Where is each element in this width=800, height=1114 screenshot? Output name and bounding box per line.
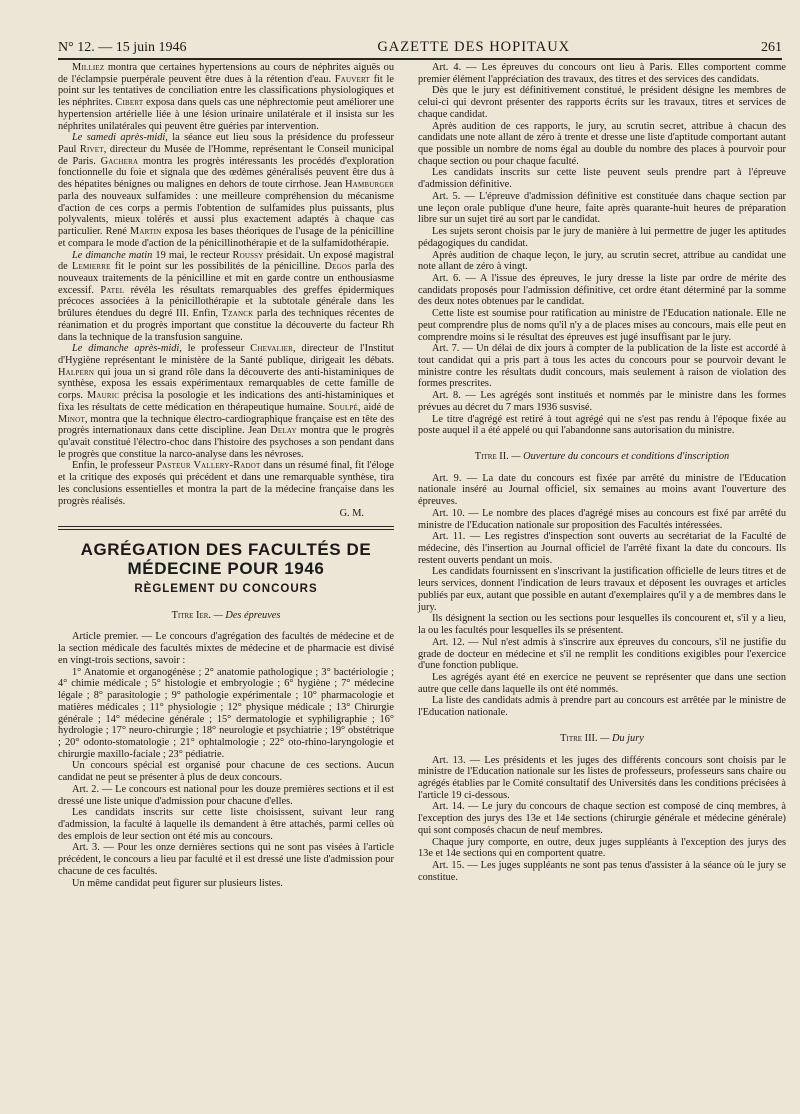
left-column [58,62,394,889]
article-4: Art. 4. — Les épreuves du concours ont lieu à Paris. Elles comportent comme premier élément l'appréciation des travaux, des titres et des services des candidats. [418,62,786,85]
article-9: Art. 9. — La date du concours est fixée par arrêté du ministre de l'Education nationale inséré au Journal officiel, six semaines au moins avant l'ouverture des épreuves. [418,472,786,508]
article-subtitle: RÈGLEMENT DU CONCOURS [134,583,318,596]
article-1: Article premier. — Le concours d'agrégation des facultés de médecine et de la section médicale des facultés mixtes de médecine et de pharmacie est divisé en vingt-trois sections, savoir : [58,631,394,666]
article-12-text: La liste des candidats admis à prendre part au concours est arrêtée par le ministre de l'Education nationale. [418,695,786,719]
article-6: Art. 6. — A l'issue des épreuves, le jury dresse la liste par ordre de mérite des candidats proposés pour l'admission définitive, cet ordre étant déterminé par la somme des deux notes obtenues par le candidat. [418,272,786,308]
section-heading-titre-2: Titre II. — Ouverture du concours et conditions d'inscription [474,451,730,462]
article-1-sections: 1° Anatomie et organogénèse ; 2° anatomie pathologique ; 3° bactériologie ; 4° chimie médicale ; 5° histologie et embryologie ; 6° hygiène ; 7° médecine légale ; 8° parasitologie ; 9° pathologie expérimentale ; 10° pharmacologie et matières médicales ; 11° physiologie ; 12° physique médicale ; 13° Chirurgie générale ; 14° médecine générale ; 15° dermatologie et syphiligraphie ; 16° hydrologie ; 17° neuro-chirurgie ; 18° neurologie et psychiatrie ; 19° obstétrique ; 20° odonto-stomatologie ; 21° ophtalmologie ; 22° oto-rhino-laryngologie et chirurgie maxillo-faciale ; 23° pédiatrie. [58,666,394,760]
article-4-text: Les candidats inscrits sur cette liste peuvent seuls prendre part à l'épreuve d'admission définitive. [418,167,786,191]
paragraph-enfin: Enfin, le professeur Pasteur Vallery-Radot dans un résumé final, fit l'éloge et la critique des exposés qui précédent et dans une remarquable synthèse, tira les conclusions essentielles et montra la part de la médecine française dans les progrès réalisés. [58,460,394,507]
page-number: 261 [760,40,782,55]
journal-title: GAZETTE DES HOPITAUX [377,39,571,55]
article-4-text: Dès que le jury est définitivement constitué, le président désigne les membres de celui-ci qui devront présenter des rapports écrits sur les travaux, titres et services de chaque candidat. [418,85,786,120]
issue-date: N° 12. — 15 juin 1946 [58,40,187,55]
article-2: Art. 2. — Le concours est national pour les douze premières sections et il est dressé une liste unique d'admission pour chacune d'elles. [58,783,394,807]
article-5-text: Après audition de chaque leçon, le jury, au scrutin secret, attribue au candidat une note allant de zéro à vingt. [418,249,786,273]
article-3: Art. 3. — Pour les onze dernières sections qui ne sont pas visées à l'article précédent, le concours a lieu par faculté et il est dressé une liste d'admission pour chacune de ces facultés. [58,842,394,877]
paragraph-milliez: Milliez montra que certaines hypertensions au cours de néphrites aiguës ou de l'éclampsie puerpérale peuvent être dues à la rétention d'eau. Fauvert fit le point sur les tentatives de conciliation entre les classifications physiologiques et les néphrites. Cibert exposa dans quels cas une néphrectomie peut améliorer une hypertension artérielle liée à une lésion urinaire unilatérale et il insista sur les néphrites unilatérales qui peuvent être guéries par intervention. [58,62,394,132]
article-11: Art. 11. — Les registres d'inspection sont ouverts au secrétariat de la Faculté de médecine, dès l'insertion au Journal officiel de l'arrêté fixant la date du concours. Ils restent ouverts pendant un mois. [418,531,786,566]
article-2-text: Les candidats inscrits sur cette liste choisissent, suivant leur rang d'admission, la faculté à laquelle ils demandent à être attachés, parmi celles où des emplois de leur section ont été mis au concours. [58,807,394,842]
article-15: Art. 15. — Les juges suppléants ne sont pas tenus d'assister à la séance où le jury se constitue. [418,860,786,883]
article-5-text: Les sujets seront choisis par le jury de manière à lui permettre de juger les aptitudes pédagogiques du candidat. [418,226,786,249]
article-6-text: Cette liste est soumise pour ratification au ministre de l'Education nationale. Elle ne peut comprendre plus de noms qu'il n'y a de places mises au concours, mais elle peut en comprendre moins si le résultat des épreuves est jugé insuffisant par le jury. [418,308,786,343]
paragraph-dimanche-matin: Le dimanche matin 19 mai, le recteur Roussy présidait. Un exposé magistral de Lemierre fit le point sur les possibilités de la pénicilline. Degos parla des nouveaux traitements de la pénicilline et mit en garde contre un enthousiasme excessif. Patel révéla les résultats remarquables des greffes épidermiques précoces associées à la pénicillothérapie et la subtotale générale dans les brûlures étendues du degré III. Enfin, Tzanck parla des techniques récentes de réanimation et du progrès important que constitue la découverte du facteur Rh dans la technique de la transfusion sanguine. [58,249,395,343]
divider [58,529,394,530]
signature: G. M. [339,508,364,520]
page-header [58,30,782,60]
paragraph-dimanche-apres-midi: Le dimanche après-midi, le professeur Chevalier, directeur de l'Institut d'Hygiène représentant le ministère de la Santé publique, dirigeait les débats. Halpern qui joua un si grand rôle dans la découverte des anti-histaminiques de synthèse, exposa les essais expérimentaux remarquables de cette famille de corps. Mauric précisa la posologie et les indications des anti-histaminiques et fixa les résultats de cette médication en thérapeutique humaine. Soulpé, aidé de Minot, montra que la technique électro-cardiographique française est en tête des progrès internationaux dans cette discipline. Jean Delay montra que le progrès qu'avait constitué l'électro-choc dans l'histoire des psychoses a son pendant dans le progrès que constitue la narco-analyse dans les névroses. [58,343,395,460]
article-8-text: Le titre d'agrégé est retiré à tout agrégé qui ne s'est pas rendu à l'époque fixée au poste auquel il a été appelé ou qui l'abandonne sans autorisation du ministre. [418,413,786,437]
article-7: Art. 7. — Un délai de dix jours à compter de la publication de la liste est accordé à tout candidat qui a pris part à tous les actes du concours pour se pourvoir devant le ministre contre les résultats dudit concours, mais seulement à raison de violation des formes prescrites. [418,343,786,390]
article-11-text: Ils désignent la section ou les sections pour lesquelles ils concourent et, s'il y a lieu, la ou les facultés pour lesquelles ils se présentent. [418,613,786,637]
article-14: Art. 14. — Le jury du concours de chaque section est composé de cinq membres, à l'exception des jurys des 13e et 14e sections (chirurgie générale et médecine générale) qui sont composés chacun de neuf membres. [418,801,786,836]
article-4-text: Après audition de ces rapports, le jury, au scrutin secret, attribue à chacun des candidats une note allant de zéro à trente et dresse une liste d'aptitude comportant autant que possible un nombre de noms égal au double du nombre des places à pourvoir pour chaque section ou pour chaque faculté. [418,120,786,167]
article-title: AGRÉGATION DES FACULTÉS DE MÉDECINE POUR 1946 [80,540,372,579]
paragraph-samedi: Le samedi après-midi, la séance eut lieu sous la présidence du professeur Paul Rivet, directeur du Musée de l'Homme, représentant le Conseil municipal de Paris. Gachera montra les progrès intéressants les procédés d'exploration fonctionnelle du foie et signala que des œdèmes généralisés peuvent être dus à des hépatites bénignes ou malignes en dehors de toute cirrhose. Jean Hamburger parla des nouveaux sulfamides : une meilleure compréhension du mécanisme d'action de ces corps a permis l'obtention de sulfamides plus puissants, plus polyvalents, mieux tolérés et aussi plus exactement adaptés à chaque cas particulier. René Martin exposa les bases théoriques de l'usage de la pénicilline et compara le mode d'action de la pénicillinothérapie et de la sulfamidothérapie. [58,132,395,249]
section-heading-titre-1: Titre Ier. — Des épreuves [171,609,281,621]
article-10: Art. 10. — Le nombre des places d'agrégé mises au concours est fixé par arrêté du ministre de l'Education nationale sur proposition des Facultés intéressées. [418,507,786,531]
article-11-text: Les candidats fournissent en s'inscrivant la justification officielle de leurs titres et de leurs services, donnent l'indication de leurs travaux et déposent les ouvrages et articles publiés par eux, autant que possible en autant d'exemplaires qu'il y a de membres dans le jury. [418,566,786,613]
article-5: Art. 5. — L'épreuve d'admission définitive est constituée dans chaque section par une leçon orale publique d'une heure, faite après quarante-huit heures de préparation libre sur un sujet tiré au sort par le candidat. [418,190,786,226]
section-heading-titre-3: Titre III. — Du jury [560,732,644,744]
right-column [418,62,786,883]
article-12: Art. 12. — Nul n'est admis à s'inscrire aux épreuves du concours, s'il ne justifie du grade de docteur en médecine et s'il ne remplit les conditions exigibles pour l'exercice d'une fonction publique. [418,636,786,672]
article-12-text: Les agrégés ayant été en exercice ne peuvent se représenter que dans une section autre que celle dans laquelle ils ont été nommés. [418,671,786,695]
article-3-text: Un même candidat peut figurer sur plusieurs listes. [72,877,283,889]
article-13: Art. 13. — Les présidents et les juges des différents concours sont choisis par le ministre de l'Education nationale sur les listes de professeurs, professeurs sans chaire ou agrégés établies par le Comité consultatif des Universités dans les conditions précisées à l'article 19 ci-dessous. [418,754,786,801]
article-14-text: Chaque jury comporte, en outre, deux juges suppléants à l'exception des jurys des 13e et 14e sections qui en comportent quatre. [418,836,786,860]
article-1-text: Un concours spécial est organisé pour chacune de ces sections. Aucun candidat ne peut se présenter à plus de deux concours. [58,760,394,784]
article-8: Art. 8. — Les agrégés sont institués et nommés par le ministre dans les formes prévues au décret du 7 mars 1936 susvisé. [418,390,786,413]
divider [58,526,394,527]
